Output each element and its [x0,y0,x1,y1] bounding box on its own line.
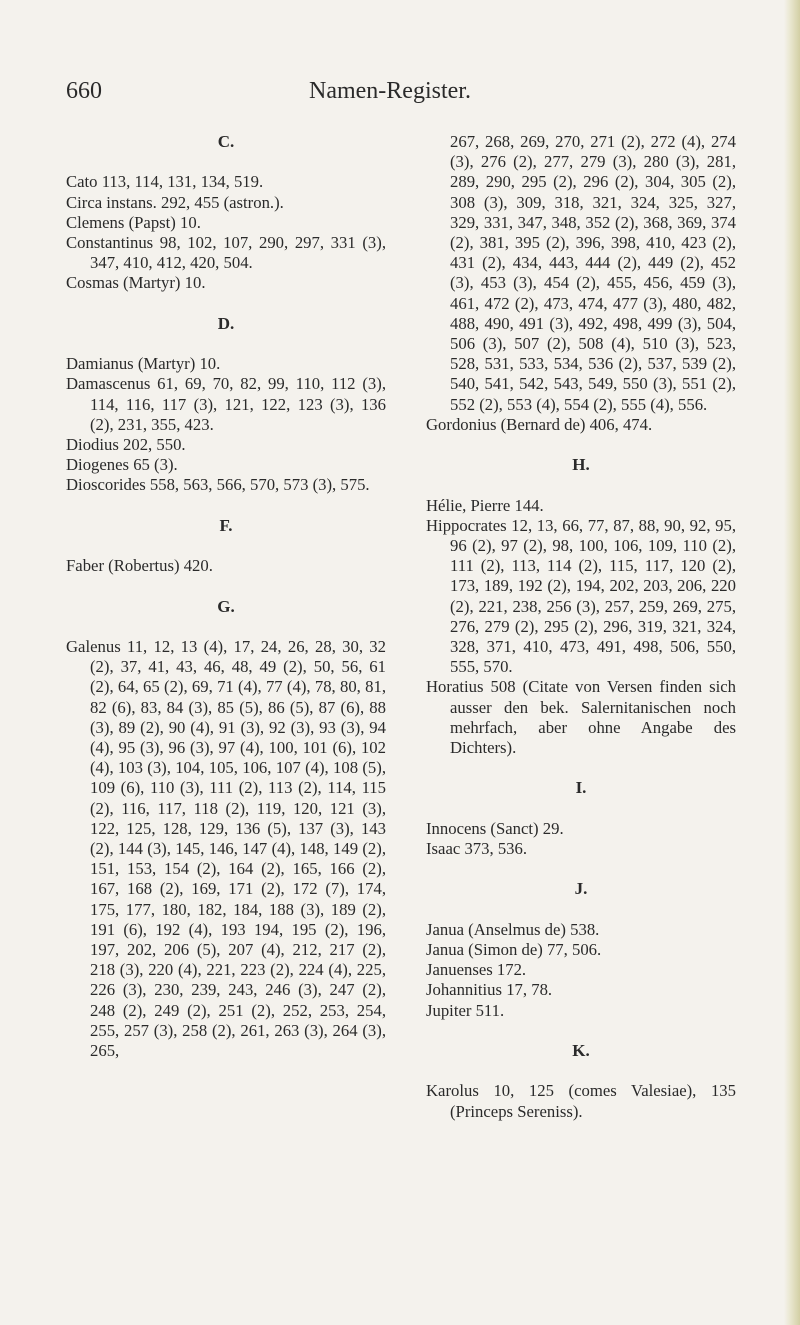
index-entry: Hippocrates 12, 13, 66, 77, 87, 88, 90, 92, 95, 96 (2), 97 (2), 98, 100, 106, 109, 110 (2), 111 (2), 113, 114 (2), 115, 117, 120 (2), 173, 189, 192 (2), 194, 202, 203, 206, 220 (2), 221, 238, 256 (3), 257, 259, 269, 275, 276, 279 (2), 295 (2), 296, 319, 321, 324, 328, 371, 410, 473, 491, 498, 506, 550, 555, 570. [426,515,736,677]
left-column [66,132,386,1061]
page-number: 660 [66,78,102,104]
index-entry: Damascenus 61, 69, 70, 82, 99, 110, 112 (3), 114, 116, 117 (3), 121, 122, 123 (3), 136 (2), 231, 355, 423. [66,374,386,434]
index-entry: Isaac 373, 536. [426,839,528,859]
index-entry: Horatius 508 (Citate von Versen finden sich ausser den bek. Salernitanischen noch mehrfach, aber ohne Angabe des Dichters). [426,677,736,758]
index-entry-continuation: 267, 268, 269, 270, 271 (2), 272 (4), 274 (3), 276 (2), 277, 279 (3), 280 (3), 281, 289, 290, 295 (2), 296 (2), 304, 305 (2), 308 (3), 309, 318, 321, 324, 325, 327, 329, 331, 347, 348, 352 (2), 368, 369, 374 (2), 381, 395 (2), 396, 398, 410, 423 (2), 431 (2), 434, 443, 444 (2), 449 (2), 452 (3), 453 (3), 454 (2), 455, 456, 459 (3), 461, 472 (2), 473, 474, 477 (3), 480, 482, 488, 490, 491 (3), 492, 498, 499 (3), 504, 506 (3), 507 (2), 508 (4), 510 (3), 523, 528, 531, 533, 534, 536 (2), 537, 539 (2), 540, 541, 542, 543, 549, 550 (3), 551 (2), 552 (2), 553 (4), 554 (2), 555 (4), 556. [450,132,736,414]
index-entry: Diogenes 65 (3). [66,455,178,475]
index-entry: Diodius 202, 550. [66,434,186,454]
index-entry: Dioscorides 558, 563, 566, 570, 573 (3), 575. [66,475,370,495]
index-entry: Januenses 172. [426,960,527,980]
index-entry: Johannitius 17, 78. [426,980,553,1000]
index-entry: Cosmas (Martyr) 10. [66,273,206,293]
section-letter-c: C. [217,132,235,151]
index-entry: Faber (Robertus) 420. [66,556,213,576]
index-entry: Janua (Anselmus de) 538. [426,919,600,939]
section-letter-d: D. [217,313,235,333]
section-letter-g: G. [217,596,235,616]
section-letter-h: H. [572,455,590,475]
page-header [0,78,800,108]
section-letter-k: K. [572,1040,590,1060]
index-entry: Galenus 11, 12, 13 (4), 17, 24, 26, 28, 30, 32 (2), 37, 41, 43, 46, 48, 49 (2), 50, 56, 61 (2), 64, 65 (2), 69, 71 (4), 77 (4), 78, 80, 81, 82 (6), 83, 84 (3), 85 (5), 86 (5), 87 (6), 88 (3), 89 (2), 90 (4), 91 (3), 92 (3), 93 (3), 94 (4), 95 (3), 96 (3), 97 (4), 100, 101 (6), 102 (4), 103 (3), 104, 105, 106, 107 (4), 108 (5), 109 (6), 110 (3), 111 (2), 113 (2), 114, 115 (2), 116, 117, 118 (2), 119, 120, 121 (3), 122, 125, 128, 129, 136 (5), 137 (3), 143 (2), 144 (3), 145, 146, 147 (4), 148, 149 (2), 151, 153, 154 (2), 164 (2), 165, 166 (2), 167, 168 (2), 169, 171 (2), 172 (7), 174, 175, 177, 180, 182, 184, 188 (3), 189 (2), 191 (6), 192 (4), 193 194, 195 (2), 196, 197, 202, 206 (5), 207 (4), 212, 217 (2), 218 (3), 220 (4), 221, 223 (2), 224 (4), 225, 226 (3), 230, 239, 243, 246 (3), 247 (2), 248 (2), 249 (2), 251 (2), 252, 253, 254, 255, 257 (3), 258 (2), 261, 263 (3), 264 (3), 265, [66,636,386,1060]
index-entry: Cato 113, 114, 131, 134, 519. [66,172,264,192]
section-letter-i: I. [575,778,587,798]
index-entry: Innocens (Sanct) 29. [426,818,564,838]
index-entry: Damianus (Martyr) 10. [66,354,221,374]
index-entry: Karolus 10, 125 (comes Valesiae), 135 (Princeps Sereniss). [426,1081,736,1121]
index-entry: Hélie, Pierre 144. [426,495,544,515]
index-entry: Jupiter 511. [426,1000,505,1020]
page-edge [784,0,800,1325]
right-column [426,132,736,1122]
section-letter-f: F. [219,515,233,535]
index-entry: Constantinus 98, 102, 107, 290, 297, 331 (3), 347, 410, 412, 420, 504. [66,232,386,273]
section-letter-j: J. [574,879,588,899]
index-entry: Janua (Simon de) 77, 506. [426,939,602,959]
index-entry: Gordonius (Bernard de) 406, 474. [426,414,653,434]
page-title: Namen-Register. [309,78,471,104]
index-entry: Circa instans. 292, 455 (astron.). [66,192,284,212]
index-entry: Clemens (Papst) 10. [66,212,201,232]
